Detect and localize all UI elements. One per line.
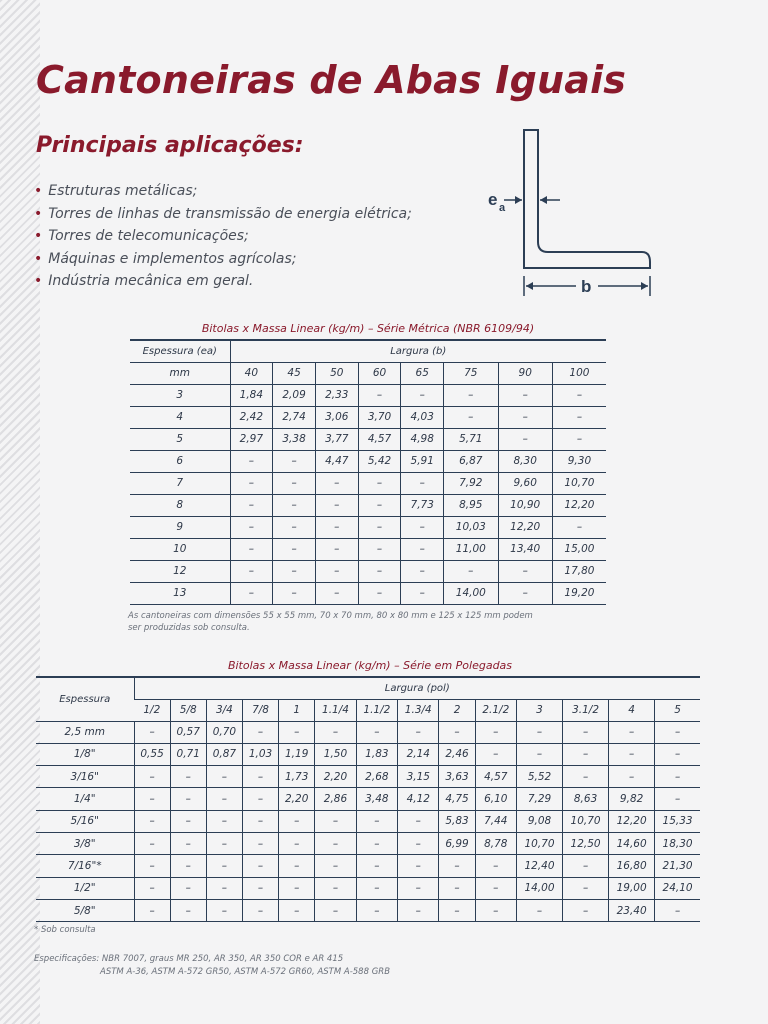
table-cell: 9,30 [552,450,606,472]
table-cell: 2,74 [273,406,316,428]
table-cell: 2,33 [315,384,358,406]
table-cell: 12,40 [517,855,563,877]
table-cell: – [242,766,278,788]
table-cell: – [563,899,609,921]
table-cell: – [609,743,655,765]
row-header: 5/16" [36,810,134,832]
table-row [130,384,606,406]
table-cell: 5,52 [517,766,563,788]
list-item: • Indústria mecânica em geral. [34,270,412,293]
arrowhead-icon [526,282,533,290]
table-cell: – [230,494,273,516]
column-header: 3.1/2 [563,699,609,721]
table-cell: – [170,877,206,899]
table-cell: 6,99 [439,832,475,854]
table-cell: 19,20 [552,582,606,604]
column-header: 45 [273,362,316,384]
metric-note-line-2: ser produzidas sob consulta. [128,623,250,633]
table-cell: – [401,516,444,538]
row-header: 8 [130,494,230,516]
table-cell: 0,87 [206,743,242,765]
table-cell: – [398,877,439,899]
table-cell: 2,97 [230,428,273,450]
table-cell: 2,46 [439,743,475,765]
table-row [36,788,700,810]
table-cell: 12,20 [498,516,552,538]
table-cell: 21,30 [655,855,700,877]
table-cell: 11,00 [444,538,498,560]
row-header: 13 [130,582,230,604]
table-cell: – [315,494,358,516]
table-cell: – [439,899,475,921]
table-cell: – [315,516,358,538]
table-cell: – [242,788,278,810]
table-cell: – [170,832,206,854]
row-header: 4 [130,406,230,428]
table-cell: – [439,721,475,743]
table-cell: – [498,384,552,406]
table-cell: – [134,855,170,877]
list-item: • Máquinas e implementos agrícolas; [34,248,412,271]
column-header: 1.1/4 [315,699,356,721]
table-cell: 4,75 [439,788,475,810]
table-cell: 2,09 [273,384,316,406]
table-cell: – [358,516,401,538]
table-cell: – [315,832,356,854]
table-cell: – [242,721,278,743]
table-cell: – [398,721,439,743]
table-cell: – [356,855,397,877]
table-row [36,721,700,743]
row-header: 7 [130,472,230,494]
row-header: 1/4" [36,788,134,810]
table-cell: – [206,766,242,788]
table-cell: – [358,472,401,494]
page-title: Cantoneiras de Abas Iguais [36,58,627,102]
table-cell: – [356,899,397,921]
column-header: 100 [552,362,606,384]
column-header: 75 [444,362,498,384]
thickness-label-sub: a [499,202,506,214]
column-header: 5/8 [170,699,206,721]
table-row [130,428,606,450]
table-cell: – [398,810,439,832]
table-cell: – [444,560,498,582]
spec-line-1: Especificações: NBR 7007, graus MR 250, AR 350, AR 350 COR e AR 415 [34,954,344,964]
table-cell: 1,19 [279,743,315,765]
width-header: Largura (pol) [134,677,700,699]
table-cell: – [230,538,273,560]
table-cell: – [170,899,206,921]
row-header: 6 [130,450,230,472]
list-item: • Estruturas metálicas; [34,180,412,203]
table-cell: – [609,721,655,743]
table-row [130,560,606,582]
table-cell: – [230,560,273,582]
table-cell: – [206,899,242,921]
table-cell: 3,63 [439,766,475,788]
table-cell: – [134,788,170,810]
row-header: 3 [130,384,230,406]
table-cell: – [563,855,609,877]
table-cell: – [498,560,552,582]
arrowhead-icon [540,196,547,204]
table-cell: – [170,810,206,832]
table-cell: – [398,899,439,921]
table-cell: 10,03 [444,516,498,538]
table-cell: – [475,721,516,743]
table-cell: 15,33 [655,810,700,832]
column-header: 3 [517,699,563,721]
table-row [36,877,700,899]
table-cell: 6,87 [444,450,498,472]
table-cell: – [444,406,498,428]
table-cell: – [279,877,315,899]
applications-list [34,180,412,293]
table-cell: – [242,855,278,877]
table-cell: 10,70 [552,472,606,494]
table-row [130,494,606,516]
table-cell: – [358,560,401,582]
table-cell: – [655,899,700,921]
row-header: 12 [130,560,230,582]
table-cell: – [401,538,444,560]
table-cell: – [315,582,358,604]
table-row [130,450,606,472]
table-cell: 12,20 [609,810,655,832]
table-cell: 8,78 [475,832,516,854]
inch-table-caption: Bitolas x Massa Linear (kg/m) – Série em Polegadas [227,659,513,672]
table-cell: – [170,788,206,810]
table-row [36,743,700,765]
table-cell: 23,40 [609,899,655,921]
table-cell: – [398,832,439,854]
table-cell: – [279,721,315,743]
table-cell: 1,83 [356,743,397,765]
table-cell: – [563,877,609,899]
table-cell: – [134,832,170,854]
table-cell: 5,42 [358,450,401,472]
table-cell: – [134,899,170,921]
table-cell: 4,47 [315,450,358,472]
table-cell: – [552,384,606,406]
applications-heading: Principais aplicações: [36,133,304,158]
table-cell: – [206,788,242,810]
table-cell: – [273,538,316,560]
thickness-header: Espessura [36,677,134,721]
table-cell: – [517,743,563,765]
table-cell: – [475,899,516,921]
table-cell: – [517,899,563,921]
table-cell: 10,70 [563,810,609,832]
table-cell: 8,95 [444,494,498,516]
table-cell: 10,90 [498,494,552,516]
list-item: • Torres de linhas de transmissão de energia elétrica; [34,203,412,226]
thickness-header: Espessura (ea) [130,340,230,362]
table-cell: – [170,855,206,877]
table-row [130,516,606,538]
row-header: 5/8" [36,899,134,921]
table-cell: – [655,743,700,765]
table-row [130,406,606,428]
table-row [36,766,700,788]
table-cell: 3,38 [273,428,316,450]
table-cell: – [206,855,242,877]
table-cell: – [230,582,273,604]
table-cell: – [444,384,498,406]
table-cell: 7,29 [517,788,563,810]
table-cell: 3,06 [315,406,358,428]
table-cell: – [279,810,315,832]
table-cell: – [242,877,278,899]
spec-line-2: ASTM A-36, ASTM A-572 GR50, ASTM A-572 GR60, ASTM A-588 GRB [100,967,391,977]
table-cell: – [230,472,273,494]
footnote: * Sob consulta [34,925,96,935]
table-cell: – [315,538,358,560]
table-cell: – [401,472,444,494]
table-cell: – [401,384,444,406]
table-row [36,899,700,921]
arrowhead-icon [641,282,648,290]
column-header: 60 [358,362,401,384]
table-row [36,855,700,877]
table-cell: 6,10 [475,788,516,810]
table-row [130,582,606,604]
column-header: 1.3/4 [398,699,439,721]
table-cell: 3,70 [358,406,401,428]
list-item: • Torres de telecomunicações; [34,225,412,248]
table-cell: 2,86 [315,788,356,810]
table-cell: – [134,810,170,832]
table-cell: 4,12 [398,788,439,810]
table-cell: – [279,832,315,854]
unit-label: mm [130,362,230,384]
table-row [36,810,700,832]
table-cell: 4,57 [475,766,516,788]
table-cell: – [439,877,475,899]
table-cell: – [242,810,278,832]
table-cell: – [315,721,356,743]
table-cell: – [242,899,278,921]
arrowhead-icon [515,196,522,204]
table-cell: 13,40 [498,538,552,560]
table-cell: – [315,899,356,921]
width-label: b [581,277,592,296]
table-cell: – [242,832,278,854]
table-cell: 14,60 [609,832,655,854]
angle-profile-diagram [482,120,662,300]
row-header: 1/2" [36,877,134,899]
table-cell: 2,42 [230,406,273,428]
table-cell: – [279,899,315,921]
table-cell: – [609,766,655,788]
table-cell: 0,70 [206,721,242,743]
table-cell: – [273,516,316,538]
table-cell: 18,30 [655,832,700,854]
table-cell: 10,70 [517,832,563,854]
column-header: 2.1/2 [475,699,516,721]
row-header: 9 [130,516,230,538]
table-cell: – [475,743,516,765]
table-cell: 0,55 [134,743,170,765]
table-cell: 19,00 [609,877,655,899]
table-cell: – [315,472,358,494]
table-cell: – [170,766,206,788]
table-cell: – [230,516,273,538]
table-cell: 4,98 [401,428,444,450]
table-cell: – [315,560,358,582]
table-cell: – [134,721,170,743]
table-cell: 5,91 [401,450,444,472]
table-cell: – [356,832,397,854]
table-cell: 12,50 [563,832,609,854]
table-cell: 2,68 [356,766,397,788]
column-header: 3/4 [206,699,242,721]
table-cell: – [498,406,552,428]
column-header: 5 [655,699,700,721]
table-cell: – [401,560,444,582]
table-cell: 1,03 [242,743,278,765]
metric-table-caption: Bitolas x Massa Linear (kg/m) – Série Métrica (NBR 6109/94) [201,322,535,335]
column-header: 65 [401,362,444,384]
table-cell: 16,80 [609,855,655,877]
table-cell: – [498,428,552,450]
metric-table [130,339,606,605]
table-cell: – [358,384,401,406]
row-header: 2,5 mm [36,721,134,743]
table-cell: – [655,766,700,788]
row-header: 3/16" [36,766,134,788]
table-cell: – [398,855,439,877]
table-cell: 8,30 [498,450,552,472]
table-cell: – [439,855,475,877]
table-cell: – [206,877,242,899]
table-cell: – [401,582,444,604]
table-cell: – [358,582,401,604]
column-header: 4 [609,699,655,721]
table-cell: – [315,877,356,899]
table-row [130,538,606,560]
column-header: 1.1/2 [356,699,397,721]
table-cell: 12,20 [552,494,606,516]
table-cell: – [356,877,397,899]
table-cell: – [206,810,242,832]
table-cell: – [517,721,563,743]
table-row [36,832,700,854]
table-cell: – [563,721,609,743]
thickness-label: e [488,190,498,209]
row-header: 5 [130,428,230,450]
column-header: 7/8 [242,699,278,721]
table-cell: – [563,743,609,765]
table-cell: – [273,560,316,582]
table-cell: 2,20 [279,788,315,810]
table-cell: 9,82 [609,788,655,810]
table-cell: 1,50 [315,743,356,765]
table-cell: 3,77 [315,428,358,450]
column-header: 1 [279,699,315,721]
row-header: 10 [130,538,230,560]
table-cell: – [358,494,401,516]
table-cell: – [475,877,516,899]
table-cell: 1,84 [230,384,273,406]
row-header: 3/8" [36,832,134,854]
table-cell: – [655,721,700,743]
table-cell: 14,00 [444,582,498,604]
table-cell: – [273,472,316,494]
table-cell: – [206,832,242,854]
table-cell: – [552,406,606,428]
table-cell: – [563,766,609,788]
column-header: 1/2 [134,699,170,721]
table-cell: 3,48 [356,788,397,810]
table-cell: 5,71 [444,428,498,450]
table-cell: 2,14 [398,743,439,765]
table-cell: – [475,855,516,877]
table-cell: – [273,450,316,472]
table-cell: 9,08 [517,810,563,832]
decorative-stripes [0,0,40,1024]
table-cell: 24,10 [655,877,700,899]
table-cell: – [315,855,356,877]
table-cell: 4,57 [358,428,401,450]
table-cell: 17,80 [552,560,606,582]
table-cell: 15,00 [552,538,606,560]
table-cell: – [358,538,401,560]
table-cell: – [134,766,170,788]
table-cell: 2,20 [315,766,356,788]
table-cell: 14,00 [517,877,563,899]
table-cell: 4,03 [401,406,444,428]
table-cell: – [655,788,700,810]
table-cell: 8,63 [563,788,609,810]
column-header: 90 [498,362,552,384]
table-cell: 0,71 [170,743,206,765]
table-cell: 7,73 [401,494,444,516]
column-header: 40 [230,362,273,384]
table-cell: – [134,877,170,899]
column-header: 50 [315,362,358,384]
table-cell: – [315,810,356,832]
row-header: 1/8" [36,743,134,765]
table-cell: 5,83 [439,810,475,832]
table-cell: – [230,450,273,472]
column-header: 2 [439,699,475,721]
width-header: Largura (b) [230,340,606,362]
table-cell: – [356,721,397,743]
table-cell: – [279,855,315,877]
table-cell: 1,73 [279,766,315,788]
table-cell: 3,15 [398,766,439,788]
table-cell: – [498,582,552,604]
inch-table [36,676,700,922]
table-cell: – [356,810,397,832]
table-cell: 7,92 [444,472,498,494]
table-cell: – [273,582,316,604]
table-cell: – [273,494,316,516]
table-cell: 7,44 [475,810,516,832]
table-cell: 0,57 [170,721,206,743]
table-cell: 9,60 [498,472,552,494]
table-cell: – [552,428,606,450]
metric-note-line-1: As cantoneiras com dimensões 55 x 55 mm, 70 x 70 mm, 80 x 80 mm e 125 x 125 mm podem [128,611,533,621]
row-header: 7/16"* [36,855,134,877]
table-cell: – [552,516,606,538]
table-row [130,472,606,494]
